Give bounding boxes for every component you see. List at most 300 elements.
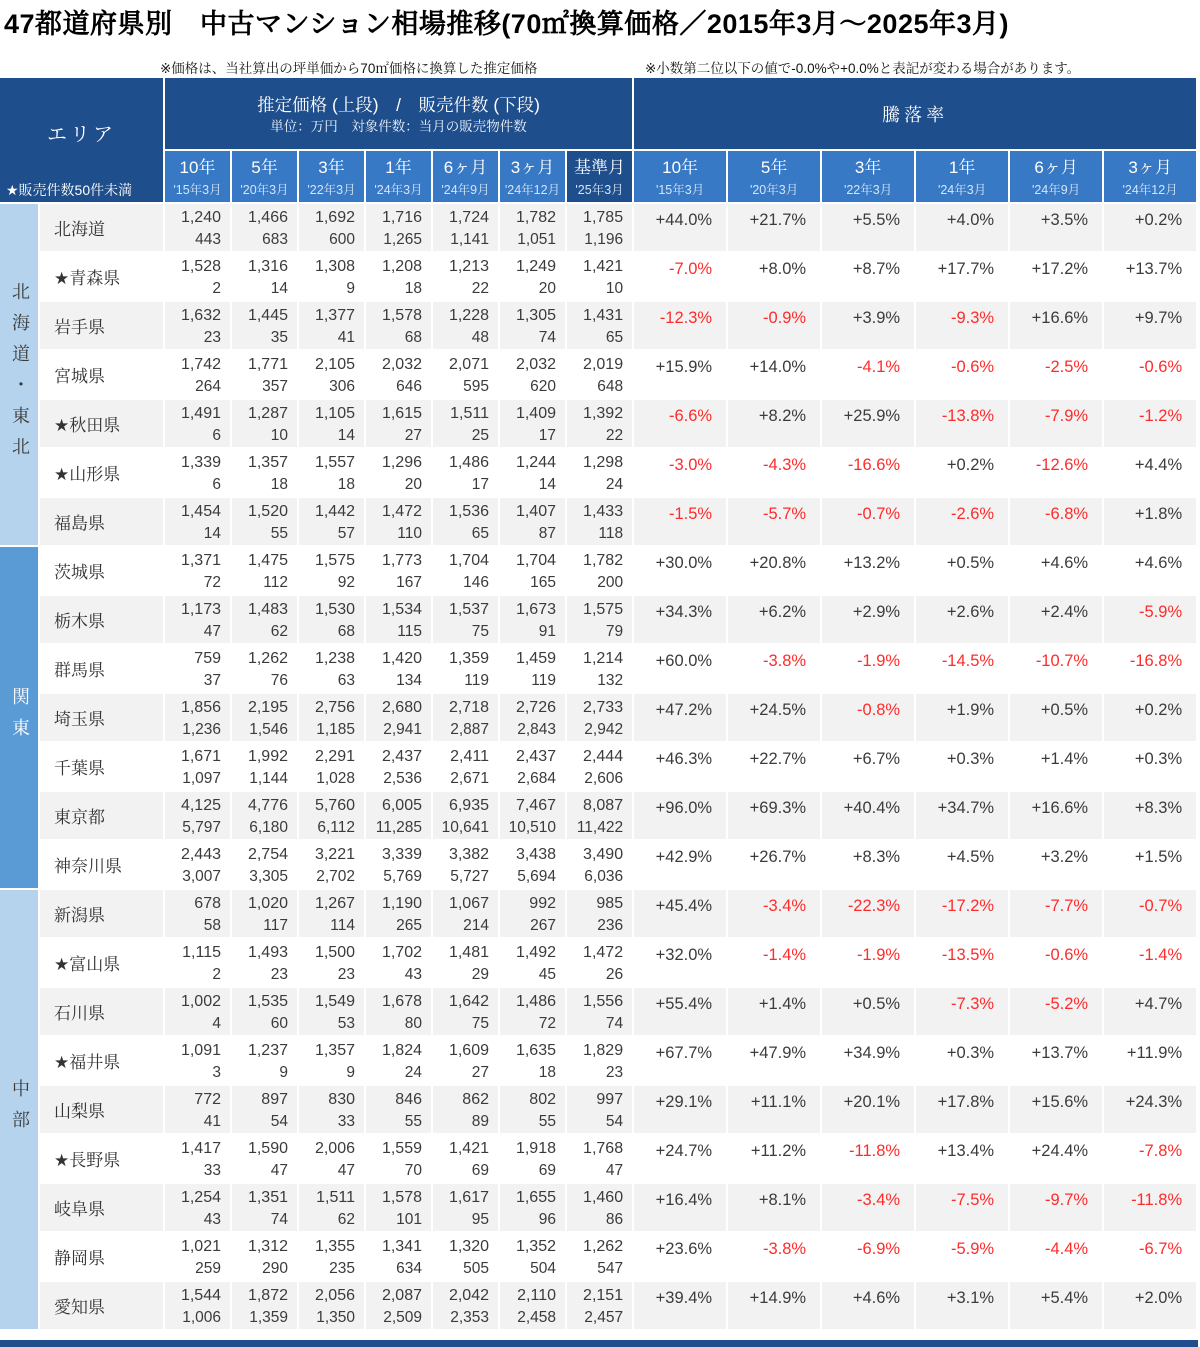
change-column-header: 1年 '24年3月	[916, 151, 1010, 204]
change-rate-cell: +22.7%	[728, 743, 822, 792]
price-count-cell	[433, 400, 500, 449]
change-rate-cell: -12.3%	[634, 302, 728, 351]
price-count-cell	[299, 498, 366, 547]
price-value: 1,492	[515, 944, 556, 961]
count-value: 75	[471, 1015, 489, 1032]
change-rate-cell: +8.3%	[1104, 792, 1198, 841]
price-value: 2,291	[314, 748, 355, 765]
price-count-cell	[433, 596, 500, 645]
price-value: 1,578	[381, 307, 422, 324]
price-count-cell	[500, 694, 567, 743]
price-count-cell	[165, 253, 232, 302]
price-count-cell	[500, 547, 567, 596]
price-count-cell	[500, 1184, 567, 1233]
price-count-cell	[165, 694, 232, 743]
price-value: 1,590	[247, 1140, 288, 1157]
price-count-cell	[165, 1184, 232, 1233]
change-rate-cell: -5.9%	[1104, 596, 1198, 645]
table-row	[0, 645, 1198, 694]
price-count-cell	[567, 1037, 634, 1086]
table-row	[0, 1037, 1198, 1086]
price-value: 1,544	[180, 1287, 221, 1304]
count-value: 6	[212, 476, 221, 493]
price-value: 772	[194, 1091, 221, 1108]
prefecture-name: 岩手県	[40, 302, 165, 351]
count-value: 101	[396, 1211, 422, 1228]
count-value: 96	[538, 1211, 556, 1228]
prefecture-name: 石川県	[40, 988, 165, 1037]
change-rate-cell: -6.8%	[1010, 498, 1104, 547]
count-value: 17	[538, 427, 556, 444]
table-row	[0, 890, 1198, 939]
count-value: 37	[203, 672, 221, 689]
price-count-cell	[165, 547, 232, 596]
price-count-cell	[232, 351, 299, 400]
price-value: 2,754	[247, 846, 288, 863]
price-value: 830	[328, 1091, 355, 1108]
change-rate-cell: -0.7%	[1104, 890, 1198, 939]
count-value: 2,684	[517, 770, 556, 787]
change-rate-cell: +15.6%	[1010, 1086, 1104, 1135]
price-count-cell	[232, 1135, 299, 1184]
price-count-cell	[299, 302, 366, 351]
count-value: 5,727	[450, 868, 489, 885]
price-value: 1,249	[515, 258, 556, 275]
count-value: 10	[605, 280, 624, 297]
price-value: 1,421	[448, 1140, 489, 1157]
price-value: 1,020	[247, 895, 288, 912]
count-value: 265	[396, 917, 422, 934]
count-value: 2,509	[383, 1309, 422, 1326]
count-value: 117	[263, 917, 288, 934]
table-row	[0, 988, 1198, 1037]
change-rate-cell: -1.4%	[1104, 939, 1198, 988]
prefecture-name: 福島県	[40, 498, 165, 547]
price-value: 1,316	[247, 258, 288, 275]
count-value: 70	[404, 1162, 422, 1179]
change-rate-cell: +6.7%	[822, 743, 916, 792]
price-value: 759	[194, 650, 221, 667]
price-count-cell	[433, 792, 500, 841]
change-rate-cell: +3.2%	[1010, 841, 1104, 890]
change-rate-cell: -1.5%	[634, 498, 728, 547]
price-count-cell	[299, 939, 366, 988]
change-rate-cell: +47.9%	[728, 1037, 822, 1086]
count-value: 132	[597, 672, 624, 689]
count-value: 92	[337, 574, 355, 591]
count-value: 600	[329, 231, 355, 248]
price-value: 1,359	[448, 650, 489, 667]
change-rate-cell: -4.1%	[822, 351, 916, 400]
count-value: 2,942	[584, 721, 624, 738]
price-count-cell	[299, 841, 366, 890]
price-count-cell	[299, 1135, 366, 1184]
price-count-cell	[366, 1184, 433, 1233]
price-count-cell	[232, 1086, 299, 1135]
count-value: 20	[538, 280, 556, 297]
price-value: 2,087	[381, 1287, 422, 1304]
price-value: 1,771	[247, 356, 288, 373]
change-rate-cell: +34.3%	[634, 596, 728, 645]
change-rate-cell: +5.4%	[1010, 1282, 1104, 1331]
price-count-cell	[299, 449, 366, 498]
price-count-cell	[299, 351, 366, 400]
count-value: 3,007	[182, 868, 221, 885]
price-count-cell	[165, 841, 232, 890]
count-value: 504	[530, 1260, 556, 1277]
change-rate-cell: -1.2%	[1104, 400, 1198, 449]
table-row	[0, 351, 1198, 400]
price-count-cell	[299, 1282, 366, 1331]
count-value: 6,112	[317, 819, 355, 836]
price-count-cell	[567, 841, 634, 890]
price-count-cell	[567, 1282, 634, 1331]
price-value: 1,472	[381, 503, 422, 520]
price-section-header	[165, 78, 634, 151]
count-value: 18	[270, 476, 288, 493]
price-value: 1,105	[314, 405, 355, 422]
price-value: 1,486	[448, 454, 489, 471]
count-value: 43	[203, 1211, 221, 1228]
price-value: 1,872	[247, 1287, 288, 1304]
change-rate-cell: +20.8%	[728, 547, 822, 596]
count-value: 2,671	[450, 770, 489, 787]
price-count-cell	[433, 1037, 500, 1086]
price-count-cell	[299, 743, 366, 792]
price-count-cell	[567, 1184, 634, 1233]
count-value: 65	[471, 525, 489, 542]
price-count-cell	[433, 1135, 500, 1184]
count-value: 1,350	[316, 1309, 355, 1326]
prefecture-name: 茨城県	[40, 547, 165, 596]
count-value: 79	[605, 623, 624, 640]
price-count-cell	[232, 547, 299, 596]
price-value: 1,460	[583, 1189, 624, 1206]
price-count-cell	[165, 743, 232, 792]
count-value: 60	[270, 1015, 288, 1032]
price-value: 862	[462, 1091, 489, 1108]
count-value: 47	[605, 1162, 624, 1179]
change-rate-cell: +17.7%	[916, 253, 1010, 302]
price-value: 1,351	[247, 1189, 288, 1206]
price-value: 2,733	[583, 699, 624, 716]
price-value: 1,483	[247, 601, 288, 618]
price-value: 1,824	[381, 1042, 422, 1059]
price-value: 1,692	[314, 209, 355, 226]
change-rate-cell: +4.4%	[1104, 449, 1198, 498]
area-header-cell	[0, 78, 165, 204]
price-count-cell	[433, 498, 500, 547]
price-count-cell	[165, 596, 232, 645]
count-value: 1,359	[249, 1309, 288, 1326]
count-value: 69	[471, 1162, 489, 1179]
change-rate-cell: +1.5%	[1104, 841, 1198, 890]
price-count-cell	[232, 694, 299, 743]
price-value: 2,437	[515, 748, 556, 765]
change-rate-cell: +34.7%	[916, 792, 1010, 841]
count-value: 4	[212, 1015, 221, 1032]
price-value: 1,298	[583, 454, 624, 471]
price-count-cell	[433, 302, 500, 351]
price-value: 6,005	[381, 797, 422, 814]
price-value: 2,411	[450, 748, 489, 765]
price-count-cell	[366, 1282, 433, 1331]
price-value: 985	[596, 895, 624, 912]
count-value: 68	[337, 623, 355, 640]
change-rate-cell: -3.4%	[728, 890, 822, 939]
price-value: 2,110	[517, 1287, 556, 1304]
price-value: 1,190	[381, 895, 422, 912]
count-value: 26	[605, 966, 624, 983]
price-count-cell	[433, 1233, 500, 1282]
price-value: 1,535	[247, 993, 288, 1010]
price-value: 1,244	[515, 454, 556, 471]
price-count-cell	[433, 351, 500, 400]
price-value: 1,575	[583, 601, 624, 618]
prefecture-name: ★福井県	[40, 1037, 165, 1086]
count-value: 27	[404, 427, 422, 444]
count-value: 58	[203, 917, 221, 934]
price-value: 2,437	[381, 748, 422, 765]
price-value: 3,490	[583, 846, 624, 863]
change-rate-cell: +0.3%	[916, 1037, 1010, 1086]
price-value: 1,537	[448, 601, 489, 618]
count-value: 1,185	[316, 721, 355, 738]
change-rate-cell: +2.4%	[1010, 596, 1104, 645]
price-count-cell	[299, 1037, 366, 1086]
price-count-cell	[165, 1135, 232, 1184]
region-label	[0, 204, 40, 547]
count-value: 14	[270, 280, 288, 297]
price-count-cell	[232, 792, 299, 841]
price-value: 1,466	[247, 209, 288, 226]
count-value: 1,546	[249, 721, 288, 738]
count-value: 18	[538, 1064, 556, 1081]
price-count-cell	[433, 1282, 500, 1331]
price-value: 1,557	[314, 454, 355, 471]
table-row	[0, 1184, 1198, 1233]
price-value: 1,773	[381, 552, 422, 569]
table-row	[0, 1135, 1198, 1184]
change-rate-cell: -6.9%	[822, 1233, 916, 1282]
price-value: 1,237	[247, 1042, 288, 1059]
change-rate-cell: -0.6%	[916, 351, 1010, 400]
count-value: 110	[397, 525, 422, 542]
count-value: 29	[471, 966, 489, 983]
table-row	[0, 596, 1198, 645]
price-value: 1,002	[180, 993, 221, 1010]
count-value: 1,236	[182, 721, 221, 738]
count-value: 1,097	[182, 770, 221, 787]
prefecture-name: 宮城県	[40, 351, 165, 400]
rounding-footnote: ※小数第二位以下の値で-0.0%や+0.0%と表記が変わる場合があります。	[645, 61, 1081, 76]
price-count-cell	[433, 449, 500, 498]
price-count-cell	[165, 890, 232, 939]
count-value: 72	[538, 1015, 556, 1032]
count-value: 9	[346, 280, 355, 297]
price-count-cell	[366, 1233, 433, 1282]
price-count-cell	[232, 449, 299, 498]
price-value: 1,534	[381, 601, 422, 618]
change-rate-cell: -0.6%	[1010, 939, 1104, 988]
change-rate-cell: +16.4%	[634, 1184, 728, 1233]
change-rate-cell: -9.3%	[916, 302, 1010, 351]
change-rate-cell: +5.5%	[822, 204, 916, 253]
price-count-cell	[165, 792, 232, 841]
price-value: 1,617	[448, 1189, 489, 1206]
change-rate-cell: -7.7%	[1010, 890, 1104, 939]
price-count-cell	[299, 1184, 366, 1233]
change-rate-cell: +13.7%	[1104, 253, 1198, 302]
change-rate-cell: -9.7%	[1010, 1184, 1104, 1233]
price-count-cell	[433, 1086, 500, 1135]
price-value: 1,782	[515, 209, 556, 226]
price-count-cell	[500, 253, 567, 302]
change-rate-cell: +0.5%	[916, 547, 1010, 596]
price-count-cell	[165, 400, 232, 449]
price-value: 1,575	[314, 552, 355, 569]
price-count-cell	[500, 498, 567, 547]
price-value: 1,431	[583, 307, 624, 324]
price-count-cell	[366, 645, 433, 694]
price-value: 802	[529, 1091, 556, 1108]
change-rate-cell: +21.7%	[728, 204, 822, 253]
price-count-cell	[366, 204, 433, 253]
price-value: 1,433	[583, 503, 624, 520]
price-value: 1,615	[381, 405, 422, 422]
price-value: 1,702	[381, 944, 422, 961]
price-count-cell	[232, 939, 299, 988]
change-rate-cell: +1.4%	[728, 988, 822, 1037]
prefecture-name: 山梨県	[40, 1086, 165, 1135]
change-rate-cell: +0.5%	[822, 988, 916, 1037]
count-value: 2,606	[584, 770, 624, 787]
count-value: 5,797	[182, 819, 221, 836]
price-count-cell	[232, 204, 299, 253]
change-rate-cell: +23.6%	[634, 1233, 728, 1282]
price-count-cell	[500, 596, 567, 645]
price-value: 2,151	[583, 1287, 624, 1304]
price-count-cell	[433, 841, 500, 890]
price-count-cell	[366, 694, 433, 743]
change-rate-cell: +3.9%	[822, 302, 916, 351]
price-count-cell	[366, 400, 433, 449]
price-count-cell	[366, 1135, 433, 1184]
price-value: 2,680	[381, 699, 422, 716]
price-count-cell	[165, 1233, 232, 1282]
change-rate-cell: -16.8%	[1104, 645, 1198, 694]
price-value: 2,006	[314, 1140, 355, 1157]
count-value: 595	[463, 378, 489, 395]
count-value: 547	[597, 1260, 624, 1277]
prefecture-name: 埼玉県	[40, 694, 165, 743]
price-count-cell	[500, 1233, 567, 1282]
price-value: 1,409	[515, 405, 556, 422]
price-count-cell	[232, 596, 299, 645]
price-count-cell	[433, 253, 500, 302]
change-rate-cell: -13.8%	[916, 400, 1010, 449]
count-value: 54	[270, 1113, 288, 1130]
price-count-cell	[165, 351, 232, 400]
change-rate-cell: +8.7%	[822, 253, 916, 302]
count-value: 306	[329, 378, 355, 395]
price-value: 1,352	[515, 1238, 556, 1255]
price-value: 1,445	[247, 307, 288, 324]
price-value: 1,067	[448, 895, 489, 912]
change-section-title: 騰落率	[882, 104, 949, 125]
price-count-cell	[500, 1135, 567, 1184]
next-section-cutoff-bar	[0, 1340, 1198, 1347]
count-value: 23	[270, 966, 288, 983]
price-value: 1,918	[515, 1140, 556, 1157]
change-rate-cell: -7.5%	[916, 1184, 1010, 1233]
change-rate-cell: -7.9%	[1010, 400, 1104, 449]
count-value: 27	[471, 1064, 489, 1081]
price-value: 1,254	[180, 1189, 221, 1206]
price-count-cell	[232, 1233, 299, 1282]
price-value: 2,105	[314, 356, 355, 373]
price-value: 1,472	[583, 944, 624, 961]
table-row	[0, 841, 1198, 890]
price-count-cell	[500, 302, 567, 351]
prefecture-name: ★青森県	[40, 253, 165, 302]
change-rate-cell: +40.4%	[822, 792, 916, 841]
price-value: 1,421	[583, 258, 624, 275]
price-value: 1,704	[515, 552, 556, 569]
count-value: 18	[404, 280, 422, 297]
price-count-cell	[165, 939, 232, 988]
count-value: 1,028	[316, 770, 355, 787]
price-value: 1,115	[182, 944, 221, 961]
price-count-cell	[366, 743, 433, 792]
price-value: 1,511	[450, 405, 489, 422]
change-rate-cell: +0.3%	[916, 743, 1010, 792]
price-value: 997	[596, 1091, 624, 1108]
region-label-text: 北海道・東北	[10, 281, 30, 468]
count-value: 74	[605, 1015, 624, 1032]
table-row	[0, 449, 1198, 498]
change-rate-cell: +2.0%	[1104, 1282, 1198, 1331]
change-rate-cell: +13.7%	[1010, 1037, 1104, 1086]
price-value: 1,305	[515, 307, 556, 324]
change-rate-cell: +1.9%	[916, 694, 1010, 743]
change-rate-cell: +24.3%	[1104, 1086, 1198, 1135]
price-value: 1,475	[247, 552, 288, 569]
price-count-cell	[366, 302, 433, 351]
price-value: 1,724	[448, 209, 489, 226]
count-value: 74	[270, 1211, 288, 1228]
count-value: 53	[337, 1015, 355, 1032]
price-count-cell	[500, 841, 567, 890]
price-count-cell	[232, 400, 299, 449]
price-column-header: 1年 '24年3月	[366, 151, 433, 204]
price-count-cell	[299, 1233, 366, 1282]
count-value: 264	[195, 378, 221, 395]
price-count-cell	[500, 792, 567, 841]
price-count-cell	[366, 939, 433, 988]
count-value: 23	[605, 1064, 624, 1081]
count-value: 24	[404, 1064, 422, 1081]
change-rate-cell: +8.2%	[728, 400, 822, 449]
change-rate-cell: -3.8%	[728, 1233, 822, 1282]
price-count-cell	[500, 645, 567, 694]
change-rate-cell: +4.6%	[1104, 547, 1198, 596]
price-count-cell	[232, 1282, 299, 1331]
count-value: 33	[337, 1113, 355, 1130]
count-value: 3	[212, 1064, 221, 1081]
count-value: 134	[396, 672, 422, 689]
change-rate-cell: -13.5%	[916, 939, 1010, 988]
